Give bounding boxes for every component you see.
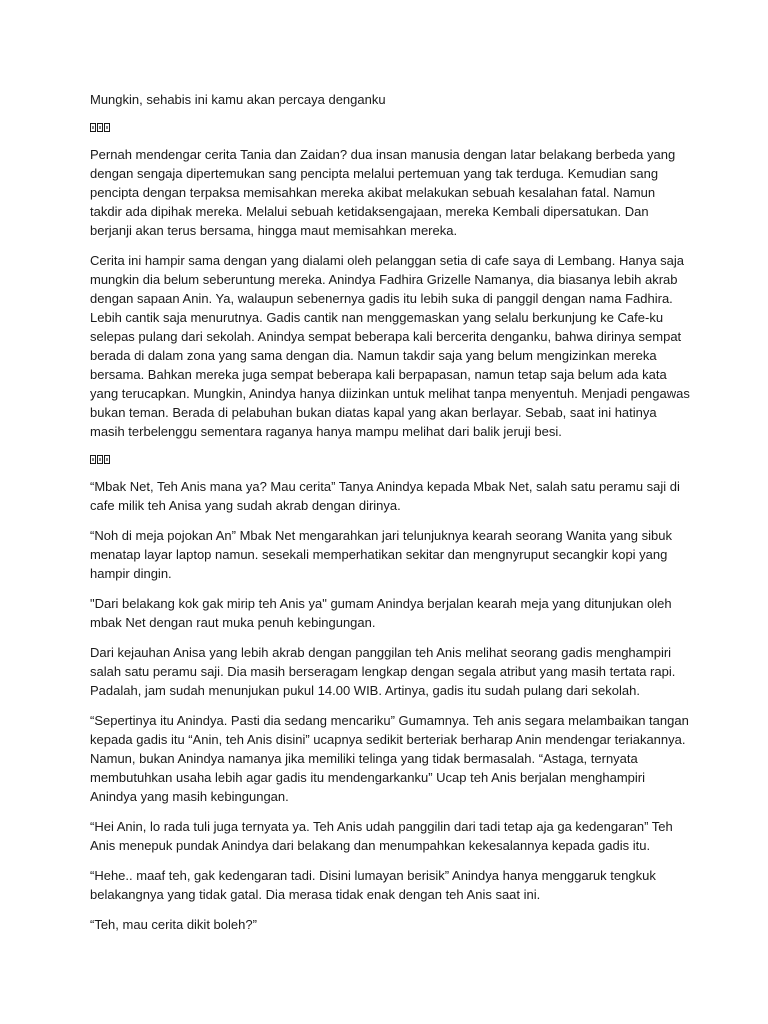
box-glyph-icon (90, 123, 96, 132)
document-page (90, 90, 690, 945)
paragraph-2: Cerita ini hampir sama dengan yang dialami oleh pelanggan setia di cafe saya di Lembang. Hanya saja mungkin dia belum seberuntung mereka. Anindya Fadhira Grizelle Namanya, dia biasanya lebih akrab dengan sapaan Anin. Ya, walaupun sebenernya gadis itu lebih suka di panggil dengan nama Fadhira. Lebih cantik saja menurutnya. Gadis cantik nan menggemaskan yang selalu berkunjung ke Cafe-ku selepas pulang dari sekolah. Anindya sempat beberapa kali bercerita denganku, bahwa dirinya sempat berada di dalam zona yang sama dengan dia. Namun takdir saja yang belum mengizinkan mereka bersama. Bahkan mereka juga sempat beberapa kali berpapasan, namun tetap saja belum ada kata yang terucapkan. Mungkin, Anindya hanya diizinkan untuk melihat tanpa menyentuh. Menjadi pengawas bukan teman. Berada di pelabuhan bukan diatas kapal yang akan berlayar. Sebab, saat ini hatinya masih terbelenggu sementara raganya hanya mampu melihat dari balik jeruji besi. (90, 253, 690, 439)
separator-glyphs (90, 452, 690, 466)
box-glyph-icon (104, 123, 110, 132)
paragraph-5: "Dari belakang kok gak mirip teh Anis ya" gumam Anindya berjalan kearah meja yang ditunjukan oleh mbak Net dengan raut muka penuh kebingungan. (90, 596, 672, 630)
document-title: Mungkin, sehabis ini kamu akan percaya denganku (90, 92, 386, 107)
paragraph-9: “Hehe.. maaf teh, gak kedengaran tadi. Disini lumayan berisik” Anindya hanya menggaruk tengkuk belakangnya yang tidak gatal. Dia merasa tidak enak dengan teh Anis saat ini. (90, 868, 656, 902)
box-glyph-icon (97, 123, 103, 132)
paragraph-10: “Teh, mau cerita dikit boleh?” (90, 917, 257, 932)
paragraph-8: “Hei Anin, lo rada tuli juga ternyata ya. Teh Anis udah panggilin dari tadi tetap aja ga kedengaran” Teh Anis menepuk pundak Anindya dari belakang dan menumpahkan kekesalannya kepada gadis itu. (90, 819, 673, 853)
paragraph-7: “Sepertinya itu Anindya. Pasti dia sedang mencariku” Gumamnya. Teh anis segara melambaikan tangan kepada gadis itu “Anin, teh Anis disini” ucapnya sedikit berteriak berharap Anin mendengar teriakannya. Namun, bukan Anindya namanya jika memiliki telinga yang tidak bermasalah. “Astaga, ternyata membutuhkan usaha lebih agar gadis itu mendengarkanku” Ucap teh Anis berjalan menghampiri Anindya yang masih kebingungan. (90, 713, 689, 804)
paragraph-4: “Noh di meja pojokan An” Mbak Net mengarahkan jari telunjuknya kearah seorang Wanita yang sibuk menatap layar laptop namun. sesekali memperhatikan sekitar dan mengnyruput secangkir kopi yang hampir dingin. (90, 528, 672, 581)
box-glyph-icon (97, 455, 103, 464)
paragraph-6: Dari kejauhan Anisa yang lebih akrab dengan panggilan teh Anis melihat seorang gadis menghampiri salah satu peramu saji. Dia masih berseragam lengkap dengan segala atribut yang masih tertata rapi. Padalah, jam sudah menunjukan pukul 14.00 WIB. Artinya, gadis itu sudah pulang dari sekolah. (90, 645, 676, 698)
paragraph-1: Pernah mendengar cerita Tania dan Zaidan? dua insan manusia dengan latar belakang berbeda yang dengan sengaja dipertemukan sang pencipta melalui pertemuan yang tak terduga. Kemudian sang pencipta dengan terpaksa memisahkan mereka akibat melakukan sebuah kesalahan fatal. Namun takdir ada dipihak mereka. Melalui sebuah ketidaksengajaan, mereka Kembali dipersatukan. Dan berjanji akan terus bersama, hingga maut memisahkan mereka. (90, 147, 676, 238)
box-glyph-icon (90, 455, 96, 464)
box-glyph-icon (104, 455, 110, 464)
separator-glyphs (90, 120, 690, 134)
paragraph-3: “Mbak Net, Teh Anis mana ya? Mau cerita” Tanya Anindya kepada Mbak Net, salah satu peramu saji di cafe milik teh Anisa yang sudah akrab dengan dirinya. (90, 479, 680, 513)
